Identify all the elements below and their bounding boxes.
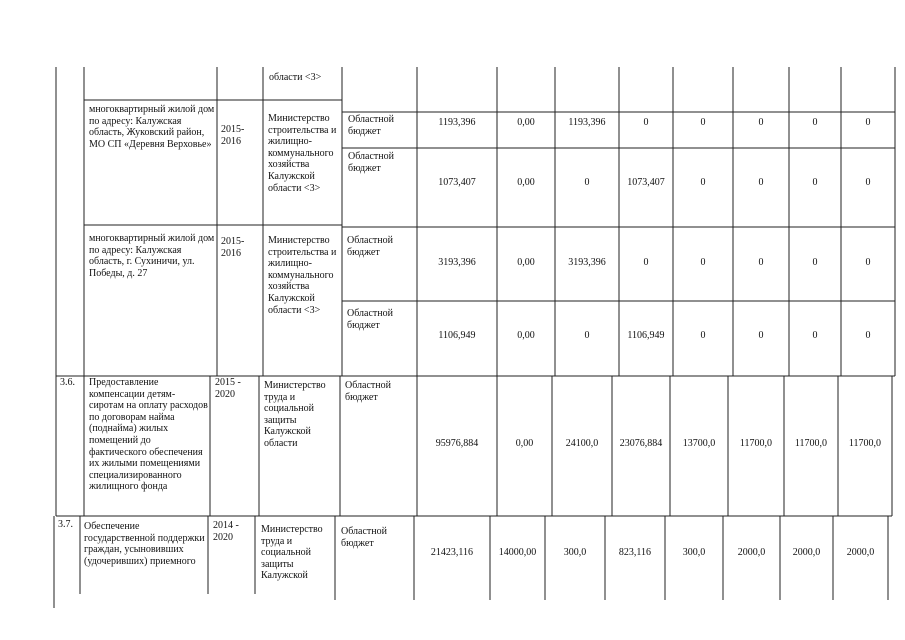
value-cell: 0 [812,257,818,268]
source-cell: Областной бюджет [348,114,395,137]
source-cell: Областной бюджет [348,151,395,174]
value-cell: 823,116 [618,547,652,558]
value-cell: 0 [812,117,818,128]
value-cell: 0,00 [517,117,535,128]
value-cell: 14000,00 [498,547,537,558]
value-cell: 21423,116 [430,547,474,558]
period-cell: 2015 - 2020 [215,377,241,400]
period-cell: 2015- 2016 [221,124,245,147]
value-cell: 1106,949 [627,330,665,341]
value-cell: 1193,396 [568,117,606,128]
executor-cell: Министерство строительства и жилищно-коммунального хозяйства Калужской области <3> [268,235,337,316]
value-cell: 0 [758,257,764,268]
value-cell: 300,0 [563,547,587,558]
value-cell: 0 [700,330,706,341]
value-cell: 95976,884 [435,438,479,449]
value-cell: 0 [700,117,706,128]
value-cell: 3193,396 [438,257,476,268]
value-cell: 3193,396 [568,257,606,268]
value-cell: 300,0 [682,547,706,558]
value-cell: 0,00 [517,257,535,268]
object-description: многоквартирный жилой дом по адресу: Калужская область, г. Сухиничи, ул. Победы, д. 27 [89,233,215,279]
source-cell: Областной бюджет [345,380,392,403]
value-cell: 2000,0 [846,547,875,558]
value-cell: 0 [700,177,706,188]
object-description: многоквартирный жилой дом по адресу: Калужская область, Жуковский район, МО СП «Деревня Верховье» [89,104,215,150]
value-cell: 0 [700,257,706,268]
value-cell: 0 [643,117,649,128]
value-cell: 2000,0 [737,547,766,558]
source-cell: Областной бюджет [347,235,394,258]
object-description: Обеспечение государственной поддержки граждан, усыновивших (удочеривших) приемного [84,521,205,567]
value-cell: 0 [758,330,764,341]
value-cell: 0 [812,330,818,341]
value-cell: 0 [812,177,818,188]
source-cell: Областной бюджет [347,308,394,331]
executor-cell: Министерство труда и социальной защиты Калужской области [264,380,326,449]
value-cell: 1106,949 [438,330,476,341]
value-cell: 0,00 [515,438,534,449]
executor-tail-text: области <3> [269,72,322,83]
executor-cell: Министерство труда и социальной защиты Калужской [261,524,323,582]
object-description: Предоставление компенсации детям-сиротам на оплату расходов по договорам найма (поднайма) жилых помещений до фактического обеспечения их жилыми помещениями специализированного жилищного фонда [89,377,208,493]
value-cell: 0 [758,117,764,128]
executor-cell: Министерство строительства и жилищно-коммунального хозяйства Калужской области <3> [268,113,337,194]
row-number: 3.6. [60,377,75,388]
value-cell: 1073,407 [438,177,476,188]
value-cell: 0 [865,117,871,128]
value-cell: 0 [584,330,590,341]
value-cell: 1073,407 [627,177,665,188]
value-cell: 0 [865,330,871,341]
value-cell: 0 [758,177,764,188]
period-cell: 2015- 2016 [221,236,245,259]
value-cell: 0 [584,177,590,188]
value-cell: 11700,0 [739,438,773,449]
value-cell: 0 [643,257,649,268]
value-cell: 11700,0 [848,438,882,449]
value-cell: 11700,0 [794,438,828,449]
value-cell: 0 [865,177,871,188]
period-cell: 2014 - 2020 [213,520,239,543]
value-cell: 0,00 [517,330,535,341]
value-cell: 0 [865,257,871,268]
value-cell: 2000,0 [792,547,821,558]
value-cell: 1193,396 [438,117,476,128]
value-cell: 0,00 [517,177,535,188]
value-cell: 24100,0 [565,438,599,449]
row-number: 3.7. [58,519,73,530]
value-cell: 13700,0 [682,438,716,449]
value-cell: 23076,884 [619,438,663,449]
source-cell: Областной бюджет [341,526,388,549]
